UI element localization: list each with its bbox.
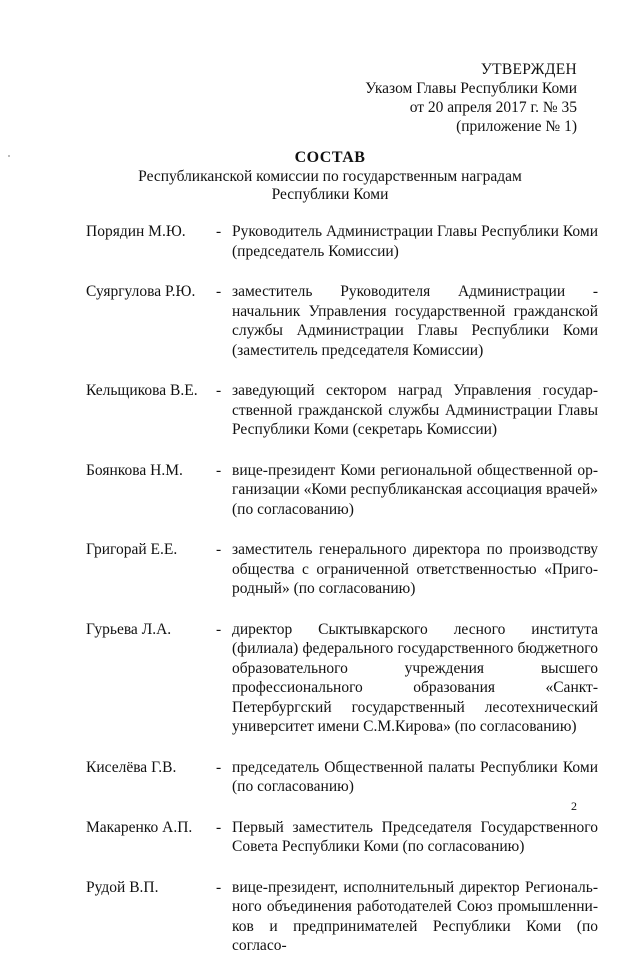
- member-role: заместитель генерального директора по производству общества с ограниченной ответственностью «Пригородный» (по согласованию): [232, 541, 598, 597]
- member-role: Руководитель Администрации Главы Республики Коми (председатель Комиссии): [232, 223, 598, 260]
- member-role: председатель Общественной палаты Республики Коми (по согласованию): [232, 758, 598, 795]
- approval-line: Указом Главы Республики Коми: [365, 80, 577, 97]
- member-dash: -: [216, 283, 222, 300]
- member-role: вице-президент, исполнительный директор Регионального объединения работодателей Союз промышленников и предпринимателей Республики Коми (по согласо-: [232, 878, 598, 954]
- title-main: СОСТАВ: [294, 149, 366, 166]
- member-name: Суяргулова Р.Ю.: [86, 283, 196, 300]
- member-role: заведующий сектором наград Управления государственной гражданской службы Администрации Главы Республики Коми (секретарь Комиссии): [232, 382, 598, 438]
- approval-appendix: (приложение № 1): [456, 118, 577, 135]
- member-dash: -: [216, 818, 222, 836]
- title-subtitle: Республиканской комиссии по государственным наградам: [138, 168, 522, 185]
- member-row: [86, 620, 598, 737]
- member-row: [86, 540, 598, 599]
- member-row: [86, 878, 598, 956]
- member-list: [86, 222, 598, 956]
- member-row: [86, 282, 598, 360]
- member-row: [86, 461, 598, 520]
- member-dash: -: [216, 382, 222, 399]
- document-title: [0, 149, 640, 204]
- member-row: [86, 818, 598, 857]
- member-dash: -: [216, 758, 222, 776]
- member-name: Боянкова Н.М.: [86, 461, 183, 479]
- member-row: [86, 758, 598, 797]
- member-name: Рудой В.П.: [86, 878, 159, 896]
- approval-date: от 20 апреля 2017 г. № 35: [409, 99, 577, 116]
- member-name: Порядин М.Ю.: [86, 223, 186, 240]
- member-name: Кельщикова В.Е.: [86, 382, 198, 399]
- member-row: [86, 381, 598, 440]
- page-number: 2: [571, 799, 577, 813]
- member-name: Макаренко А.П.: [86, 818, 193, 836]
- member-name: Григорай Е.Е.: [86, 541, 178, 558]
- member-role: Первый заместитель Председателя Государственного Совета Республики Коми (по согласованию): [232, 818, 598, 855]
- member-role: директор Сыктывкарского лесного института (филиала) федерального государственного бюджетного образовательного учреждения высшего профессионального образования «Санкт-Петербургский государственный лесотехнический университет имени С.М.Кирова» (по согласованию): [232, 620, 598, 735]
- member-row: [86, 222, 598, 261]
- member-name: Киселёва Г.В.: [86, 758, 177, 776]
- member-dash: -: [216, 541, 222, 558]
- member-dash: -: [216, 461, 222, 479]
- member-dash: -: [216, 620, 222, 638]
- approval-stamp: [365, 60, 577, 136]
- member-role: заместитель Руководителя Администрации - начальник Управления государственной гражданской службы Администрации Главы Республики Коми (заместитель председателя Комиссии): [232, 283, 598, 359]
- member-role: вице-президент Коми региональной общественной организации «Коми республиканская ассоциация врачей» (по согласованию): [232, 461, 598, 518]
- title-subtitle: Республики Коми: [271, 186, 389, 203]
- approval-heading: УТВЕРЖДЕН: [480, 61, 577, 78]
- member-dash: -: [216, 223, 222, 240]
- member-dash: -: [216, 878, 222, 896]
- member-name: Гурьева Л.А.: [86, 620, 172, 638]
